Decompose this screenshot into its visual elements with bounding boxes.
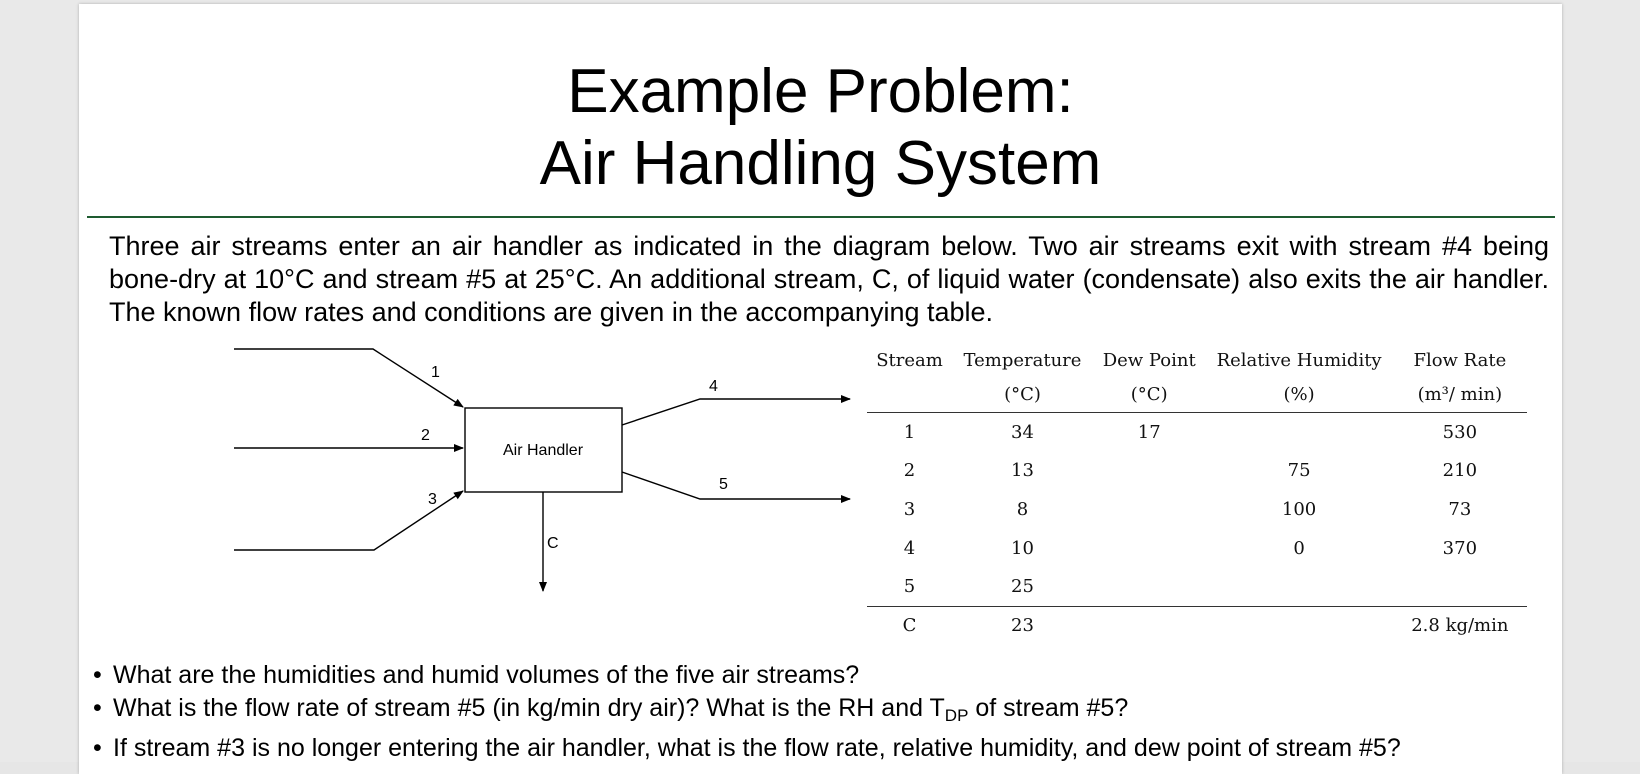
cell-flow-rate: 2.8 kg/min — [1393, 606, 1527, 645]
table-row — [867, 567, 1527, 606]
cell-relative-humidity — [1205, 567, 1392, 606]
cell-flow-rate — [1393, 567, 1527, 606]
header-dew-point: Dew Point — [1102, 349, 1196, 371]
question-2-subscript: DP — [944, 706, 969, 725]
cell-flow-rate: 210 — [1442, 460, 1478, 482]
header-temperature: Temperature — [963, 349, 1082, 371]
table-row — [867, 529, 1527, 568]
cell-flow-rate: 370 — [1442, 537, 1478, 559]
header-dew-point-unit: (°C) — [1093, 376, 1206, 413]
cell-stream: 3 — [903, 498, 916, 520]
question-2 — [93, 692, 1543, 732]
stream-label-1: 1 — [431, 364, 440, 381]
stream-1-line — [234, 349, 463, 407]
question-2-text-end: of stream #5? — [968, 694, 1129, 722]
slide — [79, 4, 1562, 774]
cell-stream: 4 — [903, 537, 916, 559]
cell-stream: 2 — [903, 460, 916, 482]
air-handler-label: Air Handler — [502, 442, 584, 459]
cell-dew-point — [1093, 452, 1206, 491]
question-2-text: What is the flow rate of stream #5 (in kg/min dry air)? What is the RH and T — [113, 694, 945, 722]
table-row — [867, 413, 1527, 452]
cell-relative-humidity: 0 — [1293, 537, 1305, 559]
cell-temperature: 13 — [1011, 460, 1034, 482]
cell-flow-rate: 73 — [1448, 498, 1472, 520]
cell-dew-point — [1093, 567, 1206, 606]
table-row — [867, 490, 1527, 529]
question-1: • What are the humidities and humid volumes of the five air streams? — [93, 659, 1543, 692]
cell-flow-rate: 530 — [1442, 421, 1478, 443]
header-temperature-unit: (°C) — [952, 376, 1093, 413]
cell-relative-humidity: 75 — [1287, 460, 1311, 482]
title-line-2: Air Handling System — [539, 129, 1102, 198]
table-row — [867, 606, 1527, 645]
slide-title — [79, 56, 1562, 200]
cell-temperature: 34 — [1011, 421, 1034, 443]
stream-4-line — [622, 399, 850, 425]
cell-dew-point: 17 — [1137, 421, 1161, 443]
cell-stream: 5 — [903, 576, 916, 598]
cell-temperature: 25 — [1011, 576, 1034, 598]
cell-dew-point — [1093, 529, 1206, 568]
air-handler-diagram — [143, 344, 903, 634]
cell-dew-point — [1093, 490, 1206, 529]
cell-temperature: 8 — [1016, 498, 1029, 520]
cell-relative-humidity — [1205, 606, 1392, 645]
stream-label-5: 5 — [719, 476, 728, 493]
cell-temperature: 23 — [952, 606, 1093, 645]
stream-label-3: 3 — [428, 491, 437, 508]
question-3: • If stream #3 is no longer entering the air handler, what is the flow rate, relative humidity, and dew point of stream #5? — [93, 732, 1543, 765]
cell-relative-humidity: 100 — [1281, 498, 1317, 520]
cell-stream: 1 — [903, 421, 916, 443]
stream-label-c: C — [547, 535, 559, 552]
table-row — [867, 452, 1527, 491]
header-flow-rate: Flow Rate — [1413, 349, 1507, 371]
title-divider — [87, 216, 1555, 218]
header-relative-humidity: Relative Humidity — [1216, 349, 1382, 371]
cell-temperature: 10 — [1011, 537, 1034, 559]
stream-label-4: 4 — [709, 378, 718, 395]
question-list — [93, 659, 1543, 765]
header-flow-rate-unit: (m³/ min) — [1393, 376, 1527, 413]
header-stream-unit — [867, 376, 952, 413]
cell-relative-humidity — [1205, 413, 1392, 452]
cell-dew-point — [1093, 606, 1206, 645]
header-relative-humidity-unit: (%) — [1205, 376, 1392, 413]
cell-stream: C — [867, 606, 952, 645]
stream-5-line — [622, 472, 850, 499]
stream-label-2: 2 — [421, 427, 430, 444]
header-stream: Stream — [876, 349, 943, 371]
title-line-1: Example Problem: — [567, 57, 1074, 126]
problem-statement: Three air streams enter an air handler as indicated in the diagram below. Two air streams exit with stream #4 being bone-dry at 10°C and stream #5 at 25°C. An additional stream, C, of liquid water (condensate) also exits the air handler. The known flow rates and conditions are given in the accompanying table. — [109, 231, 1549, 327]
stream-table — [867, 344, 1527, 645]
